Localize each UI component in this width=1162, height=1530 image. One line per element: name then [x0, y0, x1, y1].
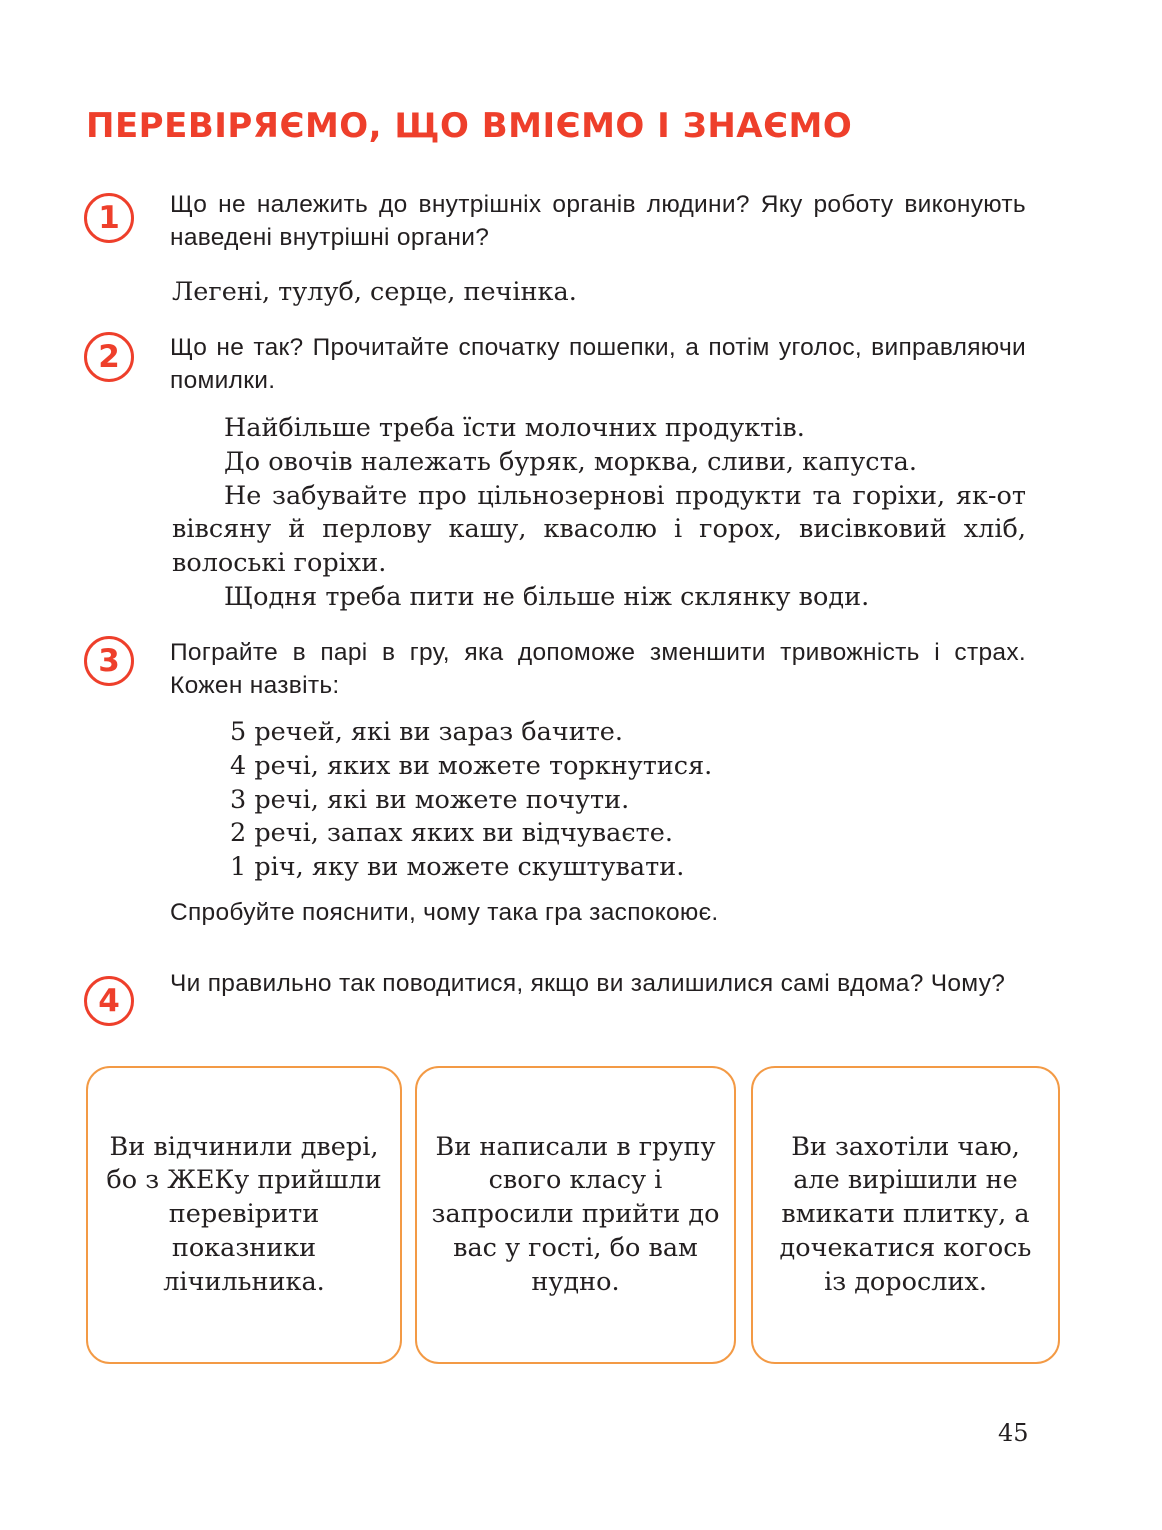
- list-item: 4 речі, яких ви можете торкнутися.: [230, 750, 713, 781]
- list-item: 3 речі, які ви можете почути.: [230, 784, 630, 815]
- situation-card-text: Ви відчинили двері, бо з ЖЕКу прийшли перевірити показники лічильника.: [106, 1131, 382, 1297]
- task-1-question: Що не належить до внутрішніх органів людини? Яку роботу виконують наведені внутрішні органи?: [170, 191, 1026, 251]
- task-number-badge: 1: [84, 193, 134, 243]
- task-number-badge: 2: [84, 332, 134, 382]
- situation-card: [751, 1066, 1060, 1364]
- page-number: 45: [998, 1419, 1029, 1447]
- task-3-question: Пограйте в парі в гру, яка допоможе зменшити тривожність і страх. Кожен назвіть:: [170, 639, 1026, 699]
- task-2-statement: Не забувайте про цільнозернові продукти та горіхи, як-от вівсяну й перлову кашу, квасолю і горох, висівковий хліб, волоські горіхи.: [172, 480, 1026, 579]
- task-2-statement: Найбільше треба їсти молочних продуктів.: [224, 413, 805, 443]
- list-item: 1 річ, яку ви можете скуштувати.: [230, 852, 685, 883]
- situation-card: [86, 1066, 402, 1364]
- task-1-list: Легені, тулуб, серце, печінка.: [172, 277, 577, 307]
- task-3-list: [230, 716, 712, 885]
- page-title: ПЕРЕВІРЯЄМО, ЩО ВМІЄМО І ЗНАЄМО: [86, 106, 853, 146]
- list-item: 2 речі, запах яких ви відчуваєте.: [230, 818, 673, 849]
- task-2-statement: До овочів належать буряк, морква, сливи, капуста.: [224, 446, 917, 477]
- task-3-note: Спробуйте пояснити, чому така гра заспокоює.: [170, 899, 719, 926]
- situation-card-text: Ви написали в групу свого класу і запросили прийти до вас у гості, бо вам нудно.: [431, 1131, 720, 1297]
- task-2-statement: Щодня треба пити не більше ніж склянку води.: [224, 581, 870, 612]
- situation-card-text: Ви захотіли чаю, але вирішили не вмикати плитку, а дочекатися когось із дорослих.: [779, 1131, 1032, 1297]
- situation-card: [415, 1066, 736, 1364]
- task-2-text: [172, 412, 1026, 615]
- task-number-badge: 4: [84, 976, 134, 1026]
- list-item: 5 речей, які ви зараз бачите.: [230, 717, 624, 747]
- task-2-question: Що не так? Прочитайте спочатку пошепки, а потім уголос, виправляючи помилки.: [170, 334, 1026, 394]
- task-4-question: Чи правильно так поводитися, якщо ви залишилися самі вдома? Чому?: [170, 970, 1006, 997]
- task-number-badge: 3: [84, 636, 134, 686]
